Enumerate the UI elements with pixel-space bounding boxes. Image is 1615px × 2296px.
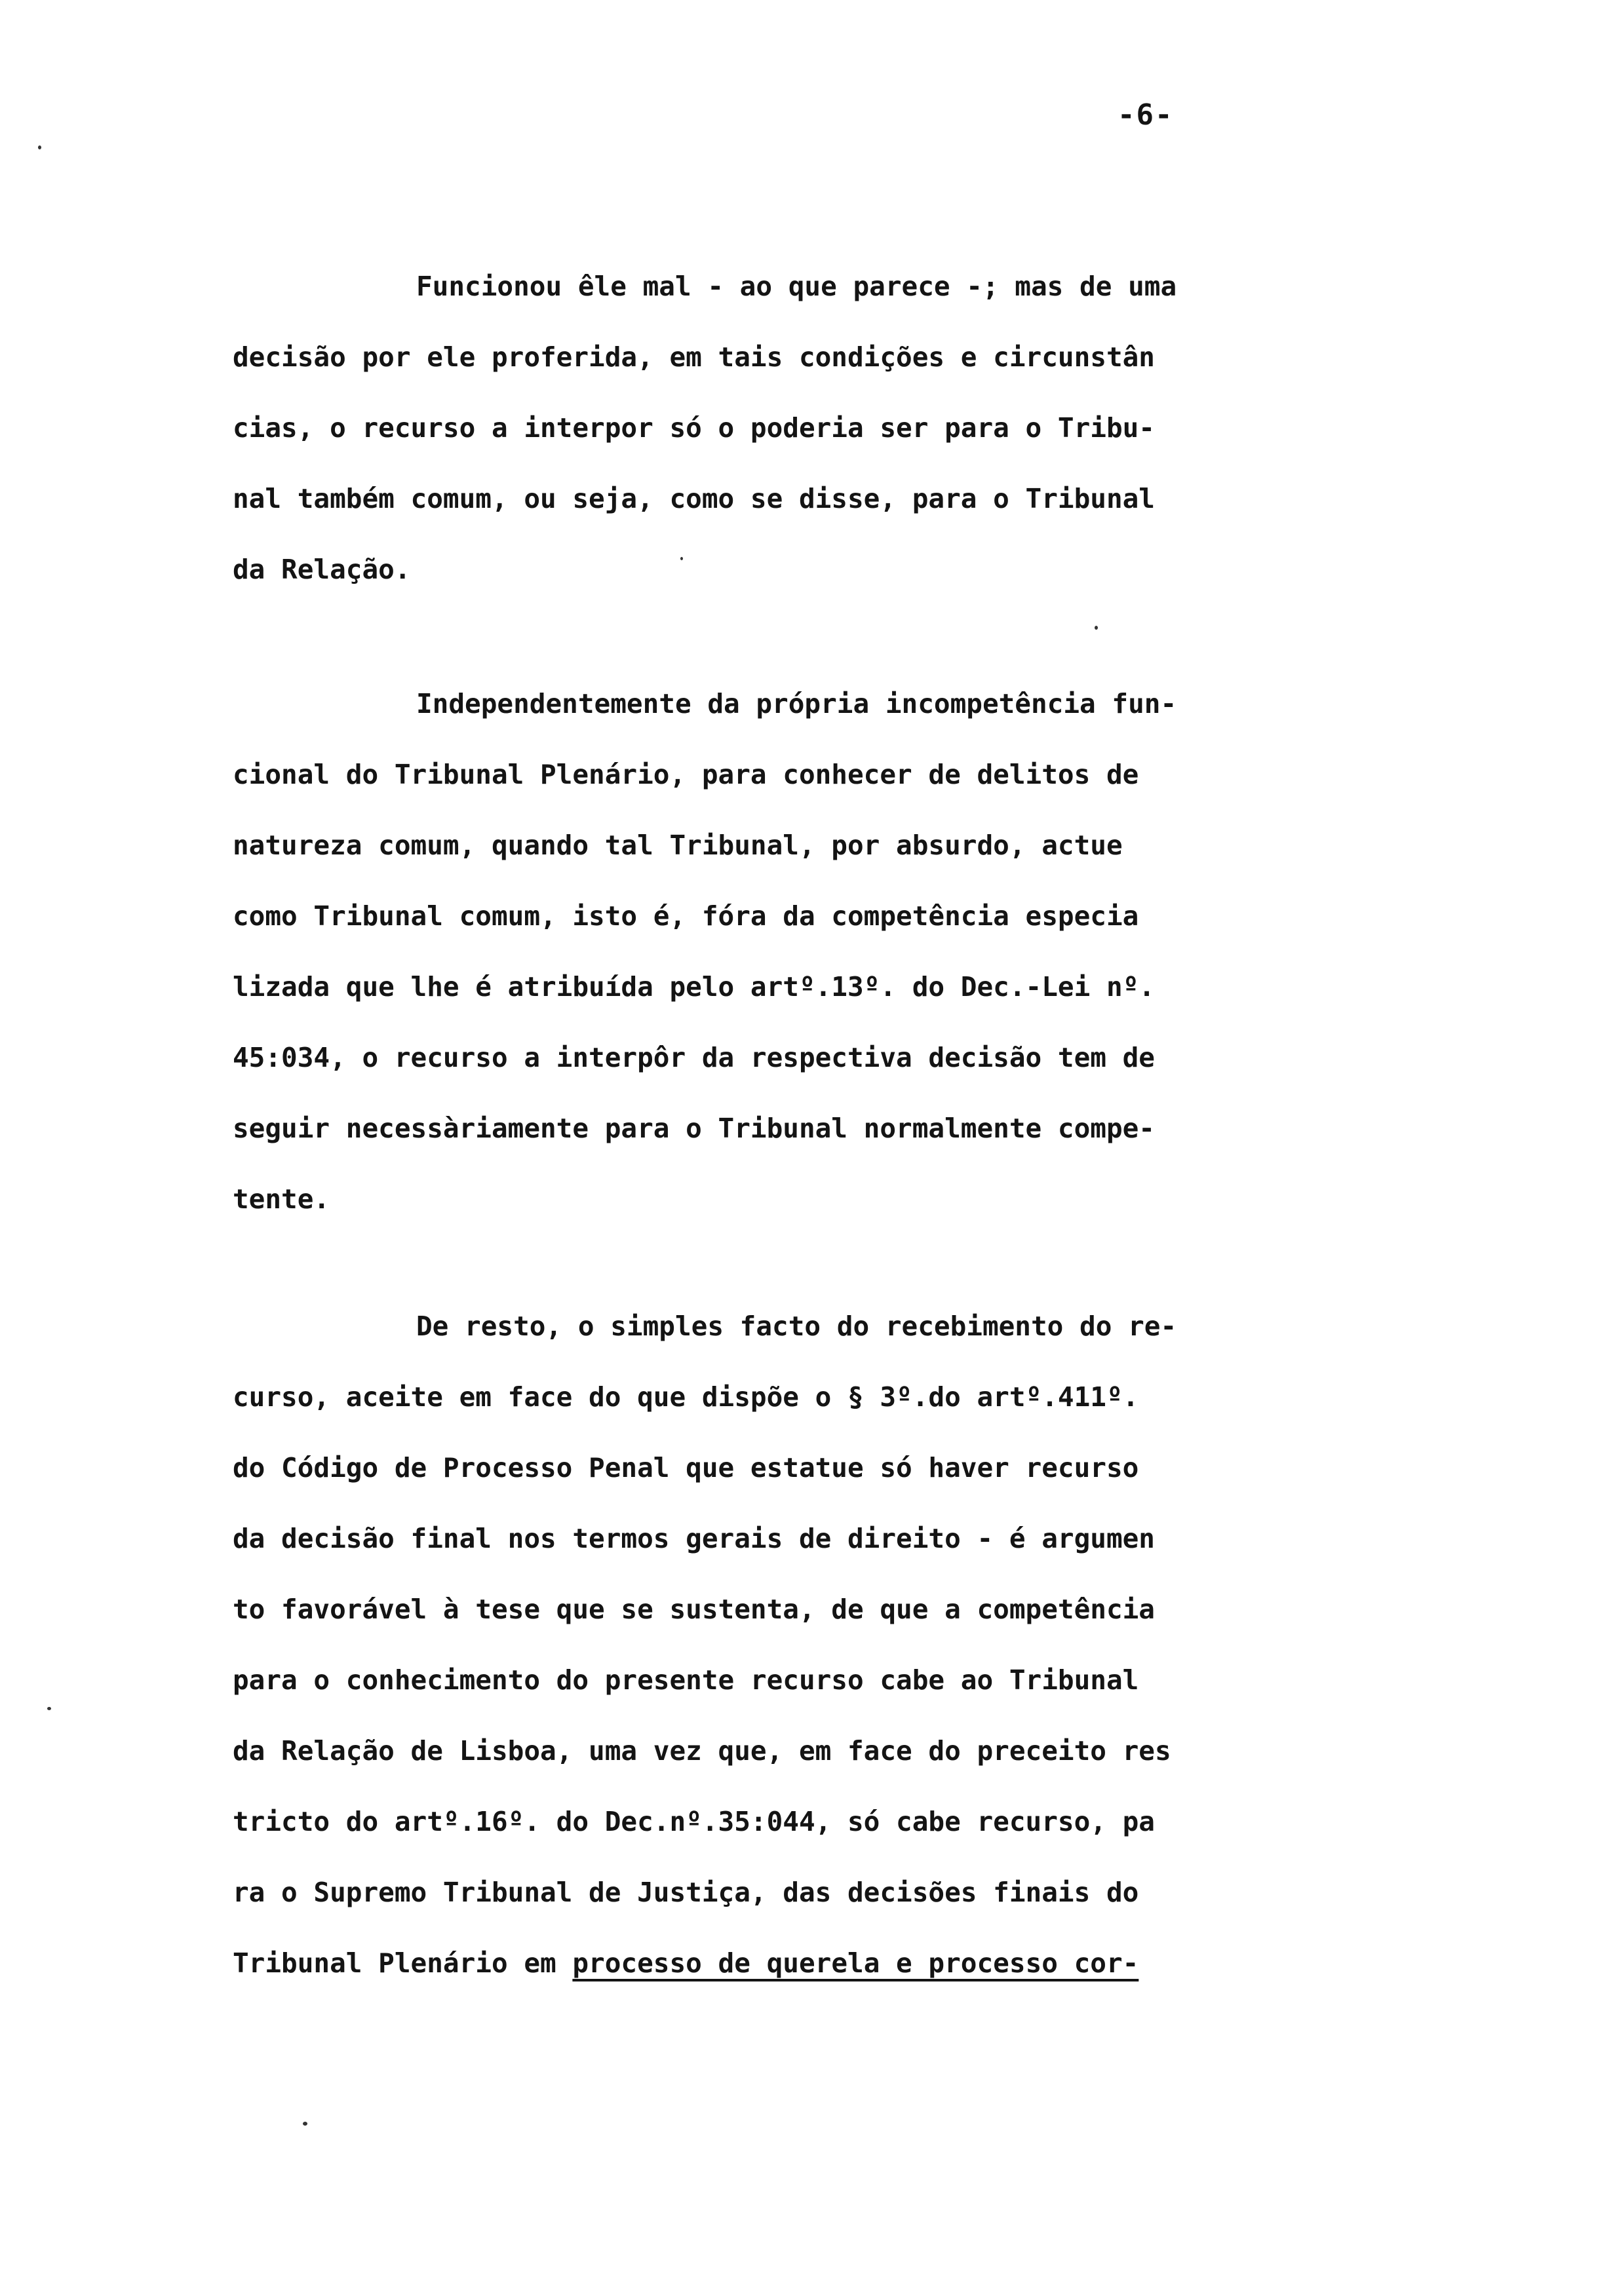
text-underlined: processo de querela e processo cor- [572,1947,1139,1979]
text-line: da decisão final nos termos gerais de direito - é argumen [233,1523,1155,1554]
text-line: da Relação. [233,554,411,585]
scan-speck [47,1707,51,1710]
text-line: como Tribunal comum, isto é, fóra da competência especia [233,900,1139,932]
text-line: tricto do artº.16º. do Dec.nº.35:044, só cabe recurso, pa [233,1806,1155,1837]
text-line: seguir necessàriamente para o Tribunal normalmente compe- [233,1113,1155,1144]
text-line: Independentemente da própria incompetência fun- [416,688,1177,719]
text-plain: Tribunal Plenário em [233,1947,573,1979]
text-line-last [233,1928,1258,1999]
text-line: ra o Supremo Tribunal de Justiça, das decisões finais do [233,1877,1139,1908]
text-line: do Código de Processo Penal que estatue só haver recurso [233,1452,1139,1483]
text-line: curso, aceite em face do que dispõe o § 3º.do artº.411º. [233,1381,1139,1413]
scan-speck [1095,626,1098,630]
scan-speck [303,2122,307,2126]
page-number: -6- [1118,98,1174,132]
paragraph-3 [233,1291,1258,1999]
paragraph-2 [233,668,1258,1234]
scan-speck [680,557,683,560]
text-line: cias, o recurso a interpor só o poderia ser para o Tribu- [233,412,1155,444]
text-line: lizada que lhe é atribuída pelo artº.13º. do Dec.-Lei nº. [233,971,1155,1003]
text-line: Funcionou êle mal - ao que parece -; mas de uma [416,271,1177,302]
text-line: De resto, o simples facto do recebimento do re- [416,1311,1177,1342]
text-line: 45:034, o recurso a interpôr da respectiva decisão tem de [233,1042,1155,1073]
text-line: natureza comum, quando tal Tribunal, por absurdo, actue [233,830,1123,861]
paragraph-1 [233,251,1258,605]
text-line: cional do Tribunal Plenário, para conhecer de delitos de [233,759,1139,790]
text-line: da Relação de Lisboa, uma vez que, em face do preceito res [233,1735,1171,1767]
text-line: to favorável à tese que se sustenta, de que a competência [233,1594,1155,1625]
text-line: para o conhecimento do presente recurso cabe ao Tribunal [233,1664,1139,1696]
scan-speck [38,145,41,149]
text-line: decisão por ele proferida, em tais condições e circunstân [233,341,1155,373]
text-line: nal também comum, ou seja, como se disse, para o Tribunal [233,483,1155,514]
text-line: tente. [233,1183,330,1215]
